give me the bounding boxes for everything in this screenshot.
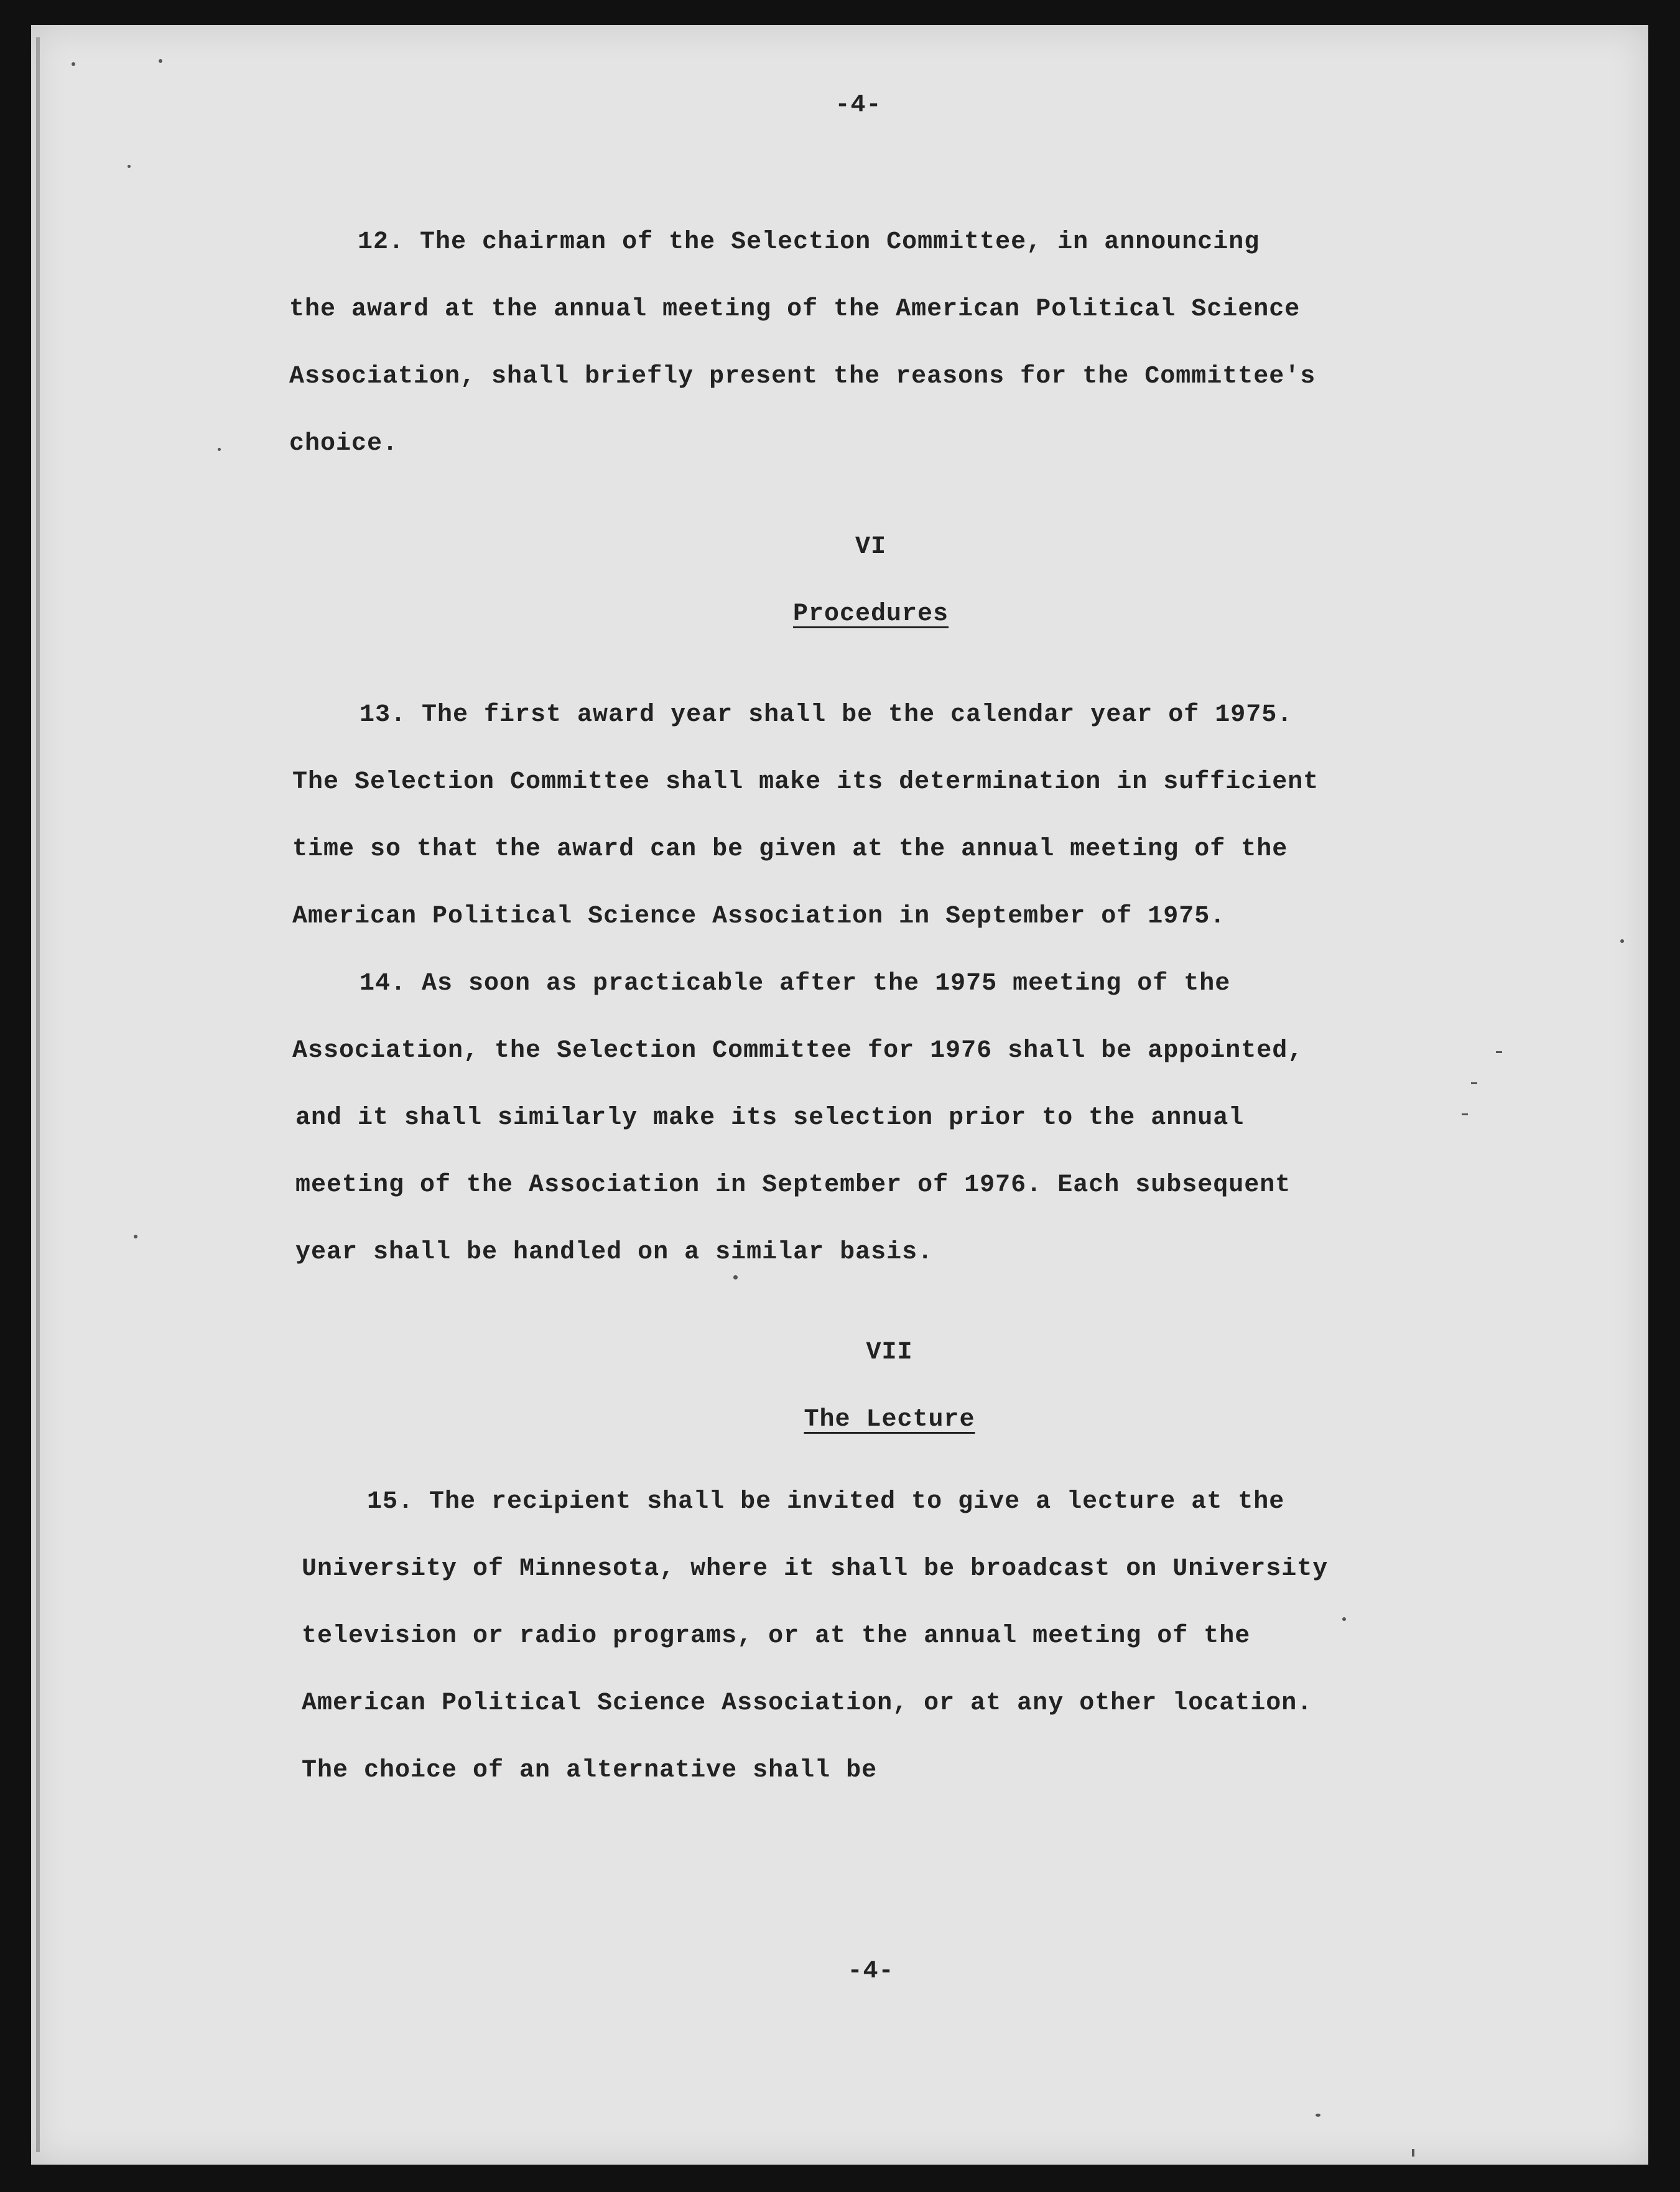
scan-speck bbox=[1496, 1051, 1502, 1053]
scan-speck bbox=[72, 62, 75, 66]
paragraph-line: 12. The chairman of the Selection Committee, in announcing bbox=[358, 228, 1260, 256]
scan-speck bbox=[128, 165, 131, 168]
section-title-procedures bbox=[793, 602, 949, 627]
paragraph-line: 15. The recipient shall be invited to give a lecture at the bbox=[367, 1488, 1285, 1516]
section-title-text: The Lecture bbox=[804, 1406, 975, 1434]
scan-speck bbox=[1471, 1082, 1477, 1084]
scan-speck bbox=[1342, 1617, 1346, 1621]
paragraph-line: the award at the annual meeting of the American Political Science bbox=[289, 295, 1301, 323]
paragraph-line: meeting of the Association in September of 1976. Each subsequent bbox=[295, 1171, 1291, 1199]
paragraph-line: The choice of an alternative shall be bbox=[302, 1757, 878, 1785]
section-numeral-vi: VI bbox=[855, 533, 887, 561]
paragraph-line: and it shall similarly make its selection prior to the annual bbox=[295, 1104, 1245, 1132]
paragraph-line: choice. bbox=[289, 430, 399, 458]
scan-speck bbox=[733, 1275, 738, 1279]
section-numeral-vii: VII bbox=[866, 1339, 913, 1367]
paragraph-line: 14. As soon as practicable after the 1975 meeting of the bbox=[360, 970, 1231, 998]
scan-speck bbox=[1412, 2149, 1414, 2157]
paragraph-line: Association, shall briefly present the reasons for the Committee's bbox=[289, 363, 1316, 391]
paragraph-line: 13. The first award year shall be the calendar year of 1975. bbox=[360, 701, 1293, 729]
document-page bbox=[31, 25, 1648, 2165]
paragraph-line: The Selection Committee shall make its determination in sufficient bbox=[292, 768, 1319, 796]
paragraph-line: time so that the award can be given at the annual meeting of the bbox=[292, 835, 1288, 863]
scan-speck bbox=[159, 59, 162, 63]
scan-speck bbox=[134, 1235, 137, 1238]
paragraph-line: University of Minnesota, where it shall be broadcast on University bbox=[302, 1555, 1329, 1583]
paragraph-line: year shall be handled on a similar basis. bbox=[295, 1238, 934, 1266]
scan-speck bbox=[1316, 2114, 1320, 2117]
page-number-bottom: -4- bbox=[847, 1957, 894, 1985]
paragraph-line: Association, the Selection Committee for 1976 shall be appointed, bbox=[292, 1037, 1304, 1065]
paragraph-line: television or radio programs, or at the annual meeting of the bbox=[302, 1622, 1251, 1650]
section-title-text: Procedures bbox=[792, 600, 949, 628]
scan-speck bbox=[1462, 1113, 1468, 1115]
page-number-top: -4- bbox=[835, 91, 882, 119]
paragraph-line: American Political Science Association, or at any other location. bbox=[302, 1689, 1313, 1717]
paragraph-line: American Political Science Association in September of 1975. bbox=[292, 903, 1226, 931]
section-title-lecture bbox=[804, 1408, 975, 1433]
scan-speck bbox=[218, 448, 221, 451]
scan-speck bbox=[1620, 939, 1624, 943]
page-edge bbox=[36, 37, 40, 2152]
